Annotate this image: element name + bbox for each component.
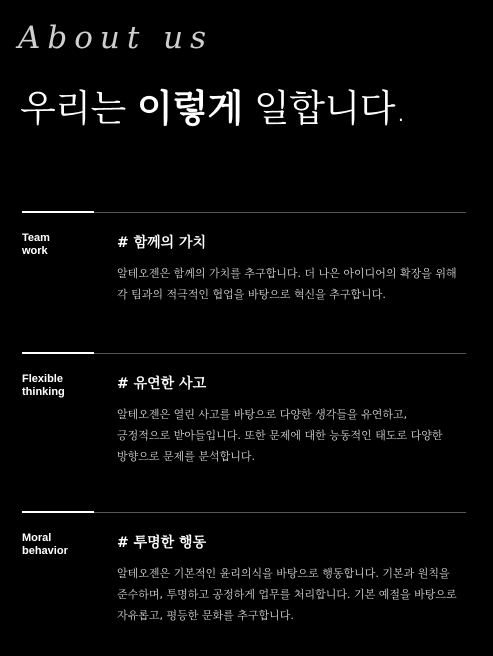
headline-bold: 이렇게 [137, 87, 243, 130]
section-description: 알테오젠은 기본적인 윤리의식을 바탕으로 행동합니다. 기본과 원칙을 준수하며, 투명하고 공정하게 업무를 처리합니다. 기본 예절을 바탕으로 자유롭고, 평등한 문화를 추구합니다. [117, 567, 457, 622]
section-label-line2: work [22, 245, 48, 257]
section-label-line1: Flexible [22, 373, 63, 385]
page-headline [20, 78, 406, 132]
section-label-line2: thinking [22, 386, 65, 398]
section-label-line1: Team [22, 232, 50, 244]
about-us-script-title: About us [18, 20, 214, 56]
headline-prefix: 우리는 [20, 87, 137, 130]
headline-suffix: 일합니다. [242, 87, 407, 130]
section-description: 알테오젠은 함께의 가치를 추구합니다. 더 나은 아이디어의 확장을 위해 각 팀과의 적극적인 협업을 바탕으로 혁신을 추구합니다. [117, 267, 457, 301]
section-label [22, 532, 102, 558]
section-heading: # 투명한 행동 [117, 535, 207, 551]
section-label [22, 232, 102, 258]
section-heading: # 유연한 사고 [117, 376, 207, 392]
section-label-line2: behavior [22, 545, 68, 557]
section-description: 알테오젠은 열린 사고를 바탕으로 다양한 생각들을 유연하고, 긍정적으로 받아들입니다. 또한 문제에 대한 능동적인 태도로 다양한 방향으로 문제를 분석합니다. [117, 408, 443, 463]
section-heading: # 함께의 가치 [117, 235, 207, 251]
section-divider-accent [22, 352, 94, 354]
section-divider-accent [22, 511, 94, 513]
section-divider-accent [22, 211, 94, 213]
section-label-line1: Moral [22, 532, 52, 544]
section-label [22, 373, 102, 399]
